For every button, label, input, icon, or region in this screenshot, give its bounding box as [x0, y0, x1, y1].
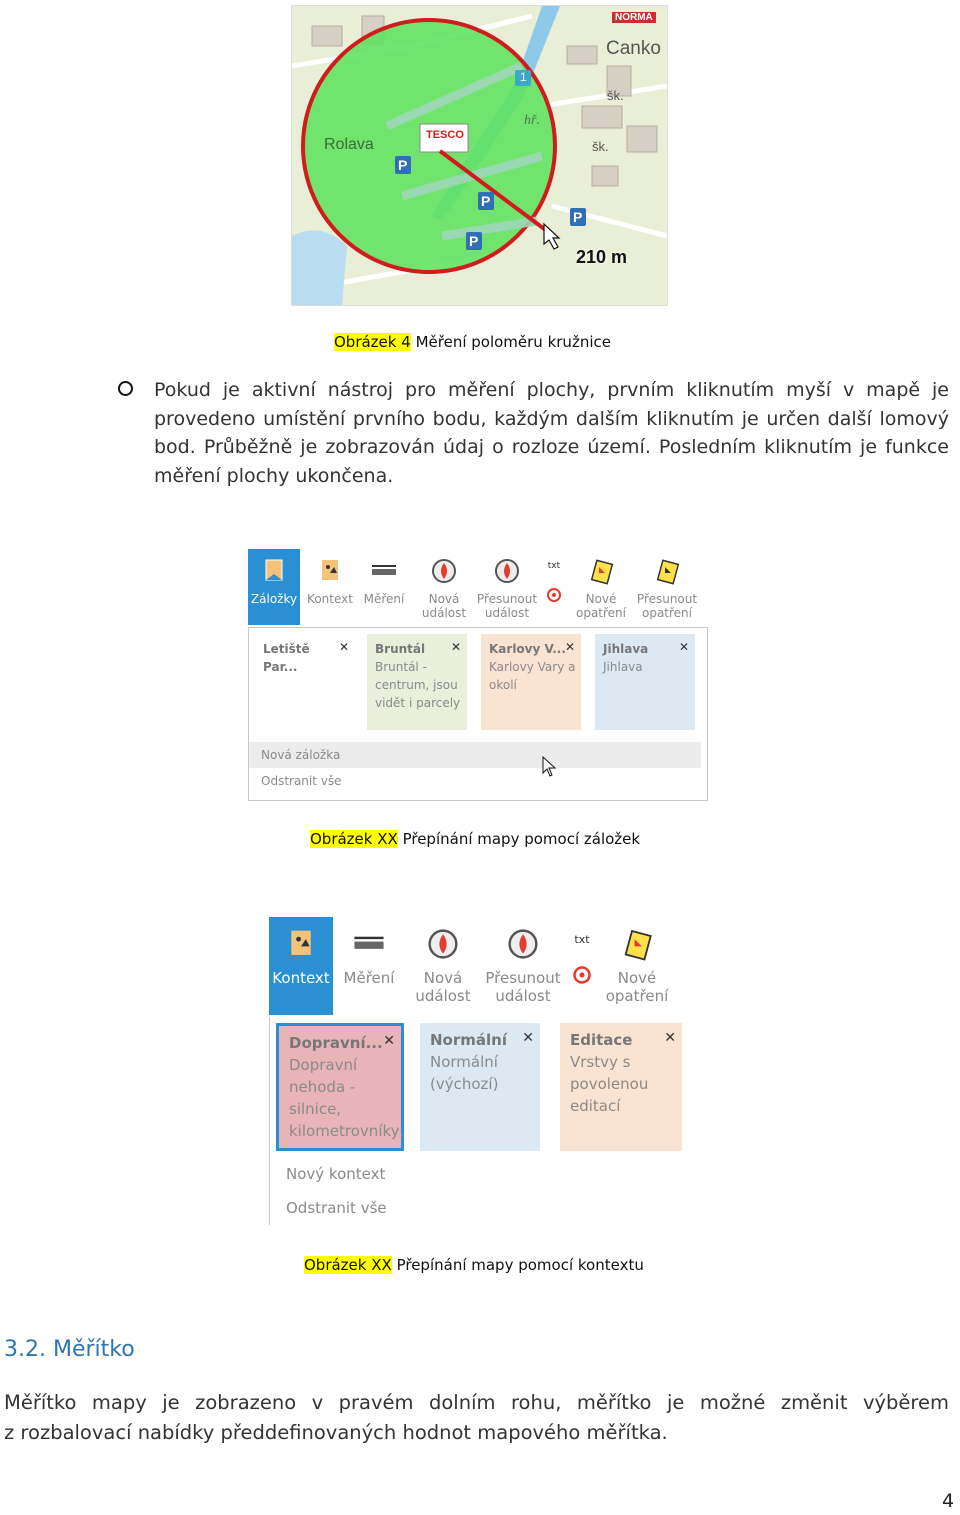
card-body: Dopravní nehoda - silnice, kilometrovníky,: [289, 1056, 405, 1140]
card-title: Jihlava: [603, 642, 649, 656]
bookmark-card[interactable]: [255, 634, 355, 730]
card-title: Karlovy V...: [489, 642, 566, 656]
new-measure-icon: [587, 557, 615, 585]
context-icon: [284, 927, 318, 961]
move-event-icon: [493, 557, 521, 585]
card-title: Dopravní...: [289, 1034, 383, 1052]
figure-caption: [304, 1256, 644, 1274]
figure-caption: [334, 333, 611, 351]
map-label-school: šk.: [607, 88, 624, 103]
ribbon-button-new-measure[interactable]: [599, 917, 675, 1015]
caption-number: Obrázek XX: [310, 830, 398, 848]
close-icon[interactable]: ✕: [664, 1030, 676, 1046]
ruler-icon: [370, 557, 398, 585]
caption-text: Přepínání mapy pomocí záložek: [402, 830, 641, 848]
caption-number: Obrázek XX: [304, 1256, 392, 1274]
ribbon-label: Přesunout opatření: [636, 592, 698, 620]
ribbon-label: Měření: [343, 969, 395, 987]
card-title: Letiště Par...: [263, 642, 310, 674]
parking-icon: P: [573, 209, 583, 225]
ribbon-label: Nová událost: [415, 969, 471, 1005]
parking-icon: P: [469, 233, 479, 249]
new-event-icon: [430, 557, 458, 585]
paragraph-line: provedeno umístění prvního bodu, každým dalším kliknutím je určen další lomový: [154, 407, 949, 430]
menu-new-bookmark[interactable]: Nová záložka: [249, 742, 701, 768]
paragraph-line: bod. Průběžně je zobrazován údaj o rozloze území. Posledním kliknutím je funkce: [154, 436, 949, 458]
close-icon[interactable]: ✕: [338, 640, 349, 654]
paragraph-line: Měřítko mapy je zobrazeno v pravém dolním rohu, měřítko je možné změnit výběrem: [4, 1391, 949, 1414]
menu-remove-all[interactable]: Odstranit vše: [286, 1199, 387, 1217]
ribbon-button-new-event[interactable]: [409, 917, 477, 1015]
bookmark-icon: [260, 557, 288, 585]
context-card[interactable]: [276, 1023, 404, 1151]
parking-icon: P: [481, 193, 491, 209]
ribbon-label: Měření: [363, 592, 405, 606]
ribbon-button-new-event[interactable]: [418, 549, 470, 625]
move-measure-icon: [653, 557, 681, 585]
bookmark-card[interactable]: [595, 634, 695, 730]
distance-label: 210 m: [576, 247, 628, 267]
ribbon-label: Nové opatření: [575, 592, 626, 620]
target-icon: [546, 587, 562, 603]
ribbon-label: Přesunout událost: [476, 592, 538, 620]
section-heading: 3.2. Měřítko: [4, 1337, 135, 1362]
ribbon-button-bookmarks[interactable]: [248, 549, 300, 625]
close-icon[interactable]: ✕: [522, 1030, 534, 1046]
context-panel: [269, 1017, 688, 1225]
ruler-icon: [352, 927, 386, 961]
ribbon-label: Přesunout událost: [485, 969, 561, 1005]
text-tool-icon: txt: [547, 561, 561, 571]
ribbon-button-measure[interactable]: [339, 917, 399, 1015]
card-body: Bruntál - centrum, jsou vidět i parcely: [375, 660, 461, 710]
target-icon: [572, 965, 592, 985]
card-body: Karlovy Vary a okolí: [489, 660, 576, 692]
ribbon-button-move-event[interactable]: [481, 917, 565, 1015]
bookmarks-panel: [248, 627, 708, 801]
paragraph-line: z rozbalovací nabídky předdefinovaných hodnot mapového měřítka.: [4, 1421, 668, 1444]
map-label-school: šk.: [592, 139, 609, 154]
ribbon-label: Nové opatření: [605, 969, 669, 1005]
ribbon-toolbar: [248, 549, 708, 625]
ribbon-toolbar: [269, 917, 689, 1015]
cursor-icon: [542, 756, 558, 778]
close-icon[interactable]: ✕: [383, 1033, 395, 1049]
close-icon[interactable]: ✕: [564, 640, 575, 654]
context-card[interactable]: [420, 1023, 540, 1151]
card-title: Bruntál: [375, 642, 426, 656]
card-body: Normální (výchozí): [430, 1053, 499, 1093]
map-label-place: Canko: [606, 38, 661, 59]
map-label-playground: hř.: [524, 113, 540, 128]
close-icon[interactable]: ✕: [450, 640, 461, 654]
new-event-icon: [426, 927, 460, 961]
context-card[interactable]: [560, 1023, 682, 1151]
menu-remove-all[interactable]: Odstranit vše: [261, 774, 342, 788]
ribbon-button-move-event[interactable]: [474, 549, 540, 625]
map-label-place: Rolava: [324, 136, 374, 153]
close-icon[interactable]: ✕: [678, 640, 689, 654]
ribbon-button-move-measure[interactable]: [634, 549, 700, 625]
bullet-paragraph: [154, 376, 949, 490]
bookmarks-screenshot: [248, 549, 708, 801]
context-icon: [316, 557, 344, 585]
map-label-store: TESCO: [426, 129, 464, 141]
bullet-circle-icon: [118, 381, 133, 396]
paragraph-line: Pokud je aktivní nástroj pro měření plochy, prvním kliknutím myší v mapě je: [154, 379, 949, 401]
ribbon-button-context[interactable]: [269, 917, 333, 1015]
ribbon-label: Nová událost: [421, 592, 467, 620]
ribbon-button-text[interactable]: [567, 917, 597, 1015]
context-screenshot: [269, 917, 689, 1227]
caption-text: Měření poloměru kružnice: [415, 333, 611, 351]
ribbon-button-measure[interactable]: [358, 549, 410, 625]
ribbon-label: Kontext: [272, 969, 330, 987]
ribbon-button-context[interactable]: [304, 549, 356, 625]
ribbon-label: Záložky: [250, 592, 298, 606]
paragraph-line: měření plochy ukončena.: [154, 464, 394, 487]
page-number: 4: [942, 1490, 955, 1512]
ribbon-button-new-measure[interactable]: [572, 549, 630, 625]
map-screenshot: [291, 5, 668, 306]
ribbon-label: Kontext: [307, 592, 353, 606]
text-tool-icon: txt: [574, 933, 590, 946]
card-body: Jihlava: [603, 660, 643, 674]
map-label-brand: NORMA: [612, 12, 656, 23]
figure-caption: [310, 830, 640, 848]
menu-new-context[interactable]: Nový kontext: [286, 1165, 386, 1183]
bookmark-card[interactable]: [367, 634, 467, 730]
caption-text: Přepínání mapy pomocí kontextu: [396, 1256, 644, 1274]
new-measure-icon: [620, 927, 654, 961]
caption-number: Obrázek 4: [334, 333, 411, 351]
map-label-number: 1: [520, 70, 527, 84]
card-title: Editace: [570, 1031, 633, 1049]
card-body: Vrstvy s povolenou editací: [570, 1053, 649, 1115]
bookmark-card[interactable]: [481, 634, 581, 730]
parking-icon: P: [398, 157, 408, 173]
move-event-icon: [506, 927, 540, 961]
card-title: Normální: [430, 1031, 507, 1049]
section-paragraph: [4, 1388, 949, 1448]
ribbon-button-text[interactable]: [542, 549, 566, 625]
